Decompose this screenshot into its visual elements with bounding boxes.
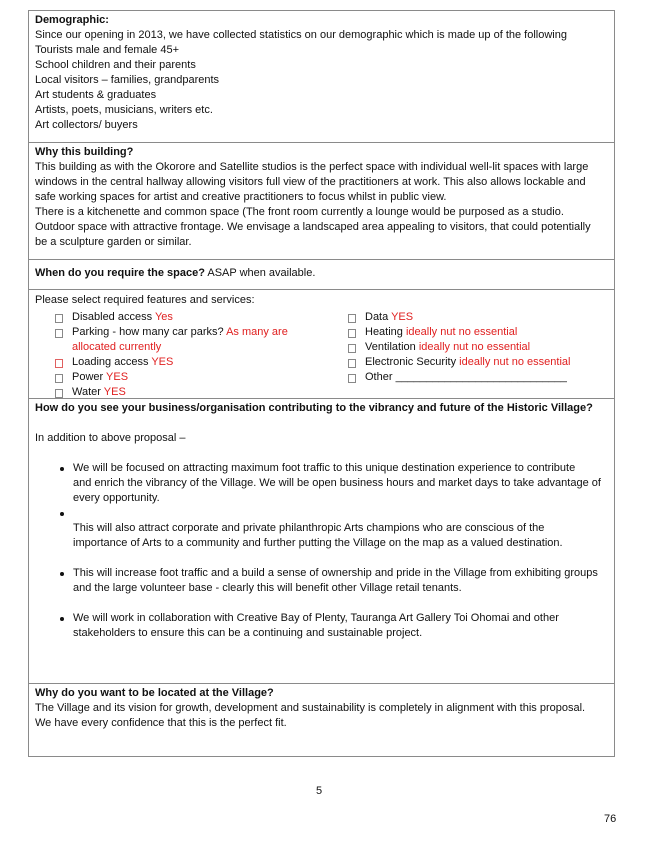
why-building-line: windows in the central hallway allowing visitors full view of the practitioners at work. This also allows lockable and	[35, 176, 586, 188]
page-number: 5	[316, 785, 323, 797]
why-building-line: be a sculpture garden or similar.	[35, 236, 192, 248]
features-left-column	[54, 310, 324, 400]
why-building-line: safe working spaces for artist and creative practitioners to focus whilst in public view.	[35, 191, 447, 203]
demographic-line: Since our opening in 2013, we have collected statistics on our demographic which is made up of the following	[35, 29, 567, 41]
vibrancy-bullet-list	[35, 461, 608, 641]
features-prompt: Please select required features and services:	[35, 294, 255, 306]
bullet-icon	[60, 617, 64, 621]
demographic-line: Art collectors/ buyers	[35, 119, 138, 131]
demographic-line: Art students & graduates	[35, 89, 157, 101]
demographic-section	[29, 11, 614, 143]
feature-power[interactable]: Power YES	[54, 370, 324, 385]
bullet-icon	[60, 512, 64, 516]
checkbox-icon[interactable]	[55, 314, 63, 323]
checkbox-icon[interactable]	[55, 329, 63, 338]
vibrancy-section	[29, 399, 614, 684]
application-form-table	[28, 10, 615, 757]
checkbox-icon[interactable]	[348, 344, 356, 353]
demographic-line: Local visitors – families, grandparents	[35, 74, 220, 86]
list-item: We will be focused on attracting maximum foot traffic to this unique destination experience to contribute and enrich the vibrancy of the Village. We will be open business hours and market days to take advantage of every opportunity.	[35, 461, 608, 506]
demographic-line: Artists, poets, musicians, writers etc.	[35, 104, 213, 116]
checkbox-icon[interactable]	[348, 329, 356, 338]
location-line: The Village and its vision for growth, development and sustainability is completely in alignment with this proposal.	[35, 702, 586, 714]
demographic-heading: Demographic:	[35, 14, 109, 26]
feature-ventilation[interactable]: Ventilation ideally nut no essential	[347, 340, 607, 355]
features-right-column	[347, 310, 607, 385]
checkbox-icon[interactable]	[55, 389, 63, 398]
location-line: We have every confidence that this is the perfect fit.	[35, 717, 287, 729]
why-building-line: There is a kitchenette and common space (The front room currently a lounge would be purposed as a studio.	[35, 206, 564, 218]
features-section	[29, 290, 614, 399]
document-page-number: 76	[604, 813, 617, 825]
feature-heating[interactable]: Heating ideally nut no essential	[347, 325, 607, 340]
demographic-line: School children and their parents	[35, 59, 196, 71]
other-blank-line[interactable]: ____________________________	[395, 371, 567, 383]
when-space-section	[29, 260, 614, 290]
bullet-icon	[60, 572, 64, 576]
feature-water[interactable]: Water YES	[54, 385, 324, 400]
list-item: This will increase foot traffic and a build a sense of ownership and pride in the Village from exhibiting groups and the large volunteer base - clearly this will benefit other Village retail tenants.	[35, 566, 608, 596]
vibrancy-intro: In addition to above proposal –	[35, 432, 186, 444]
when-space-question: When do you require the space?	[35, 267, 205, 279]
location-heading: Why do you want to be located at the Village?	[35, 687, 274, 699]
demographic-line: Tourists male and female 45+	[35, 44, 179, 56]
feature-loading-access[interactable]: Loading access YES	[54, 355, 324, 370]
feature-data[interactable]: Data YES	[347, 310, 607, 325]
why-building-line: This building as with the Okorore and Satellite studios is the perfect space with individual well-lit spaces with large	[35, 161, 589, 173]
checkbox-icon[interactable]	[348, 314, 356, 323]
location-section	[29, 684, 614, 757]
checkbox-icon[interactable]	[55, 374, 63, 383]
feature-disabled-access[interactable]: Disabled access Yes	[54, 310, 324, 325]
checkbox-icon[interactable]	[348, 374, 356, 383]
feature-parking-continued: allocated currently	[72, 341, 162, 353]
feature-electronic-security[interactable]: Electronic Security ideally nut no essential	[347, 355, 607, 370]
why-building-section	[29, 143, 614, 260]
why-building-heading: Why this building?	[35, 146, 134, 158]
list-item	[35, 506, 608, 521]
list-item: We will work in collaboration with Creative Bay of Plenty, Tauranga Art Gallery Toi Ohomai and other stakeholders to ensure this can be a continuing and sustainable project.	[35, 611, 608, 641]
vibrancy-question: How do you see your business/organisation contributing to the vibrancy and future of the Historic Village?	[35, 402, 593, 414]
checkbox-icon[interactable]	[55, 359, 63, 368]
feature-parking[interactable]: Parking - how many car parks? As many are	[54, 325, 324, 340]
feature-other[interactable]: Other ____________________________	[347, 370, 607, 385]
checkbox-icon[interactable]	[348, 359, 356, 368]
list-item: This will also attract corporate and private philanthropic Arts champions who are conscious of the importance of Arts to a community and further putting the Village on the map as a valued destination.	[73, 522, 563, 549]
bullet-icon	[60, 467, 64, 471]
why-building-line: Outdoor space with attractive frontage. We envisage a landscaped area appealing to visitors, that could potentially	[35, 221, 591, 233]
when-space-answer: ASAP when available.	[204, 267, 316, 279]
